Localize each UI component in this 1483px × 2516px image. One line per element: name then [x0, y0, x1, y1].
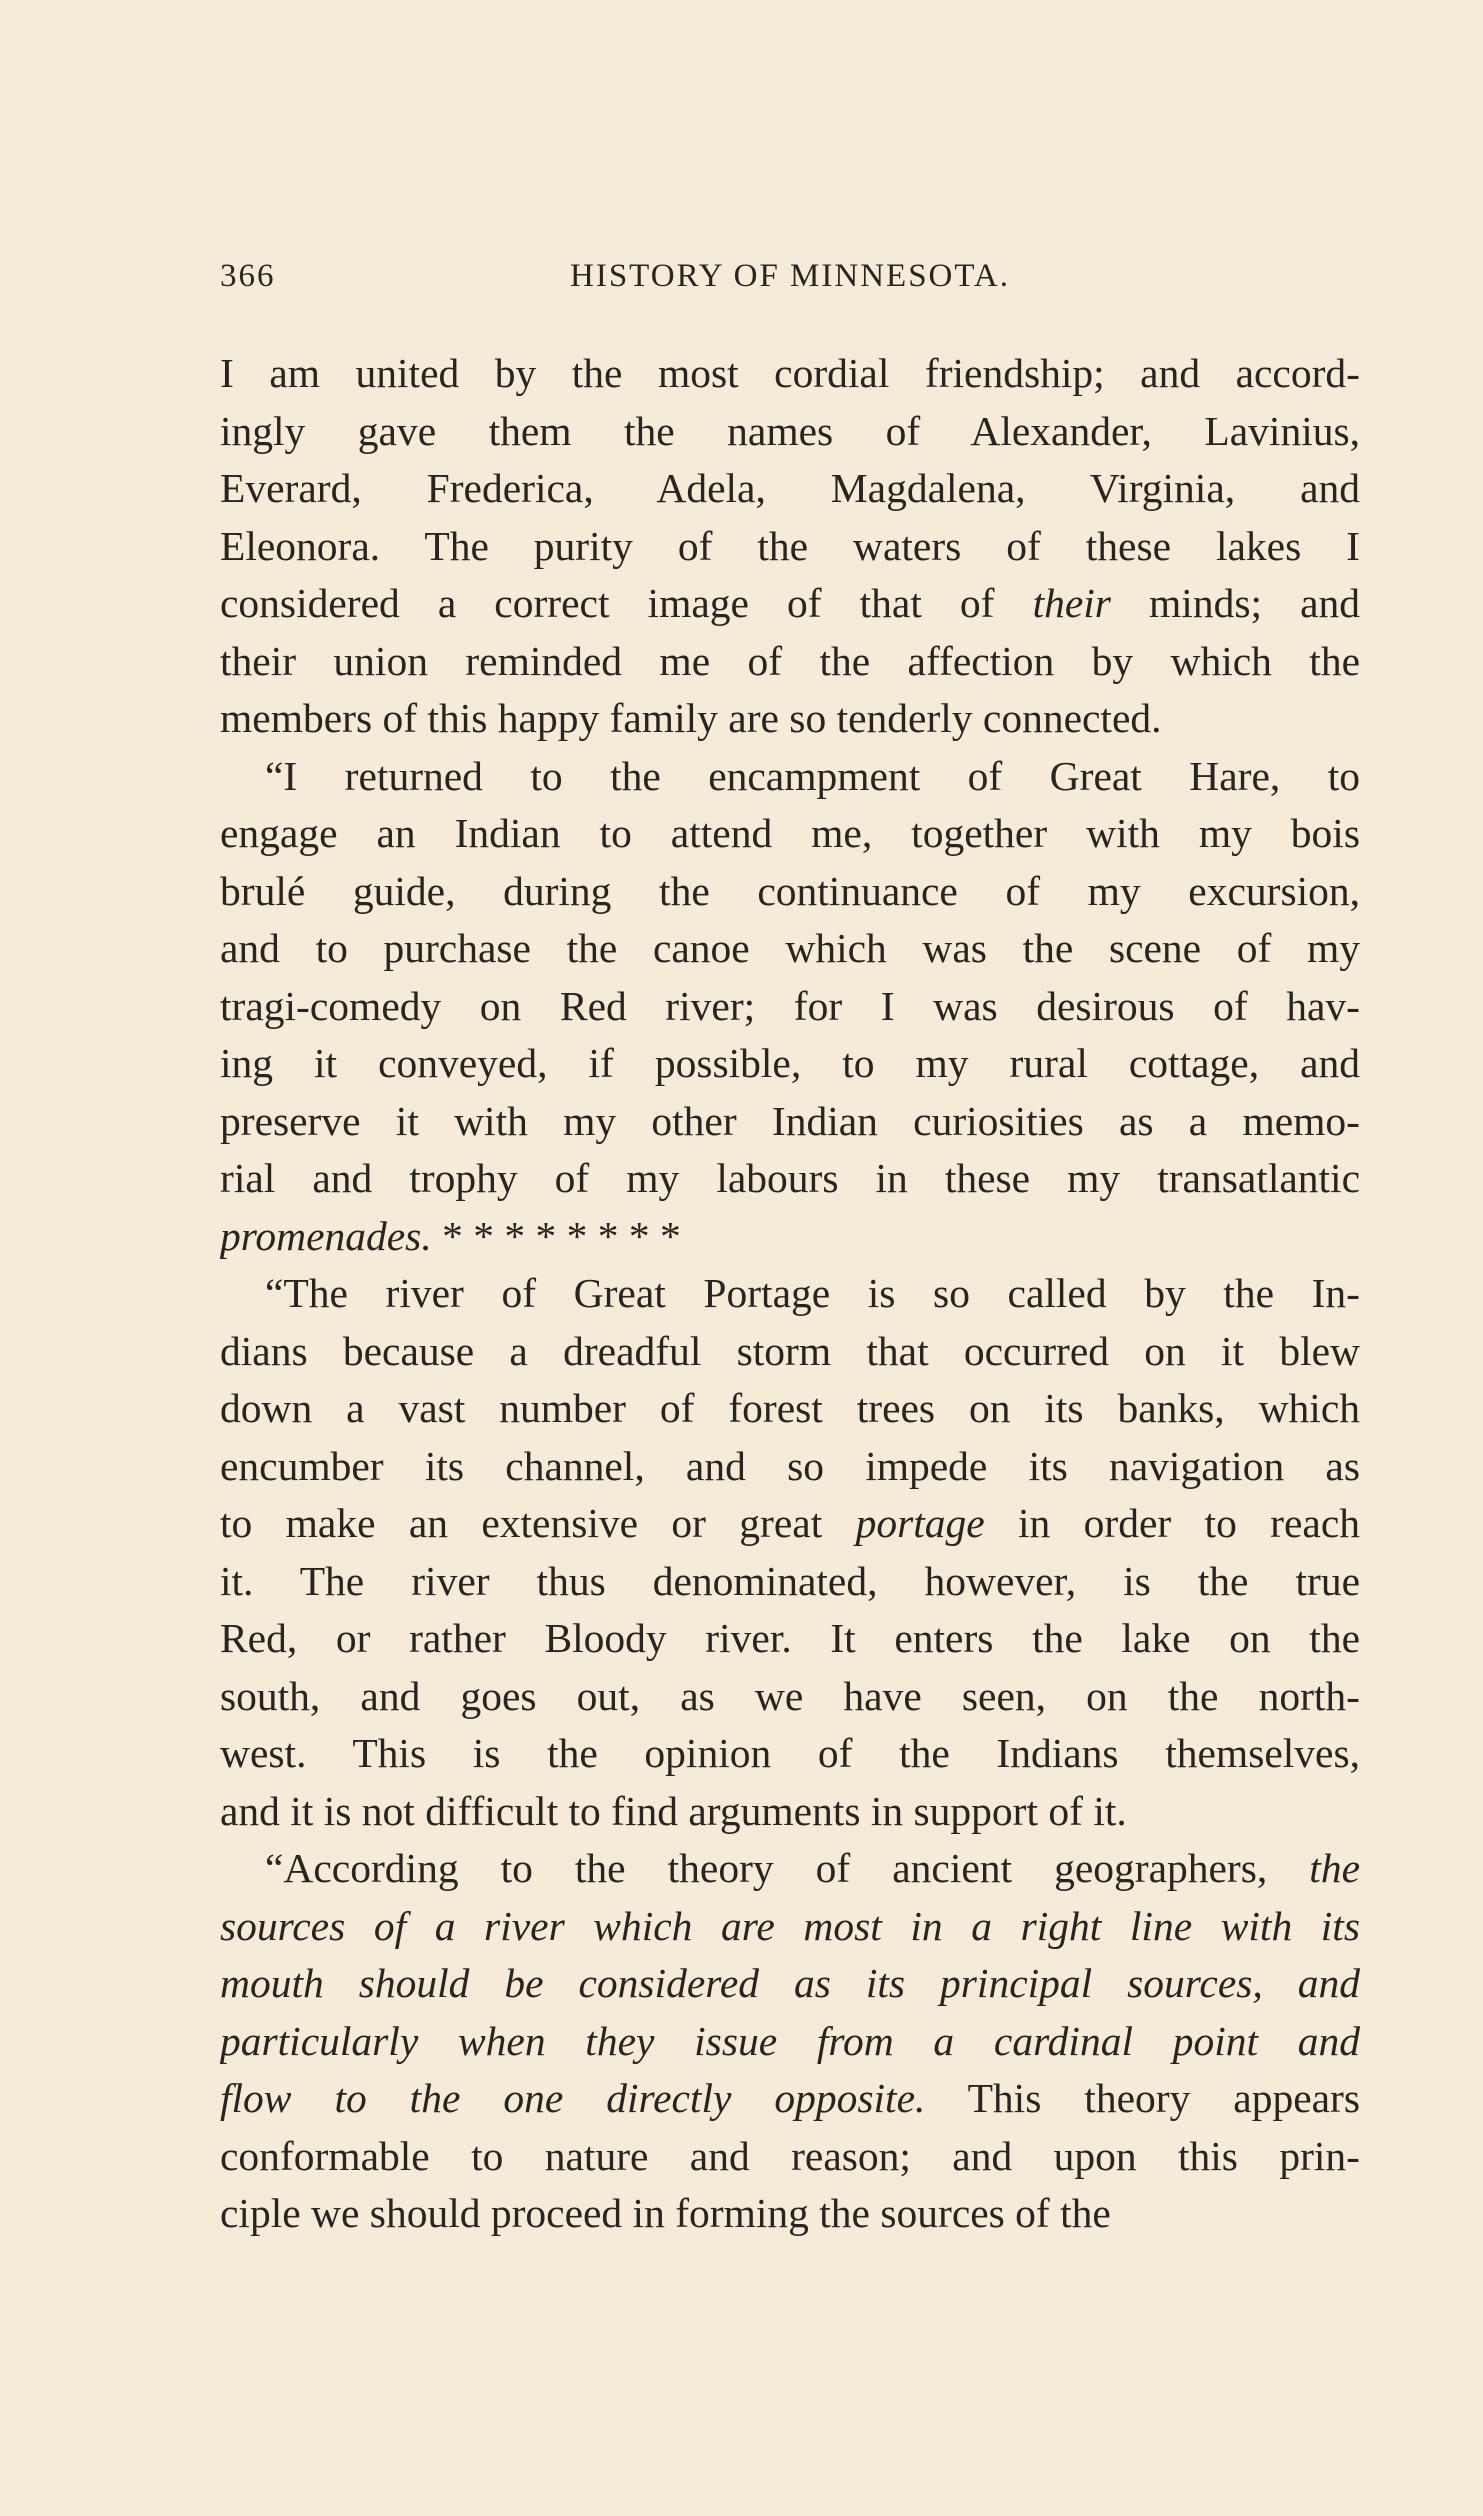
italic-text: particularly when they issue from a cardinal point and [220, 2017, 1360, 2064]
text-line [220, 863, 1360, 921]
text-line [220, 1380, 1360, 1438]
text-segment: to make an extensive or great [220, 1500, 856, 1546]
text-segment: ingly gave them the names of Alexander, Lavinius, [220, 407, 1360, 454]
text-segment: ing it conveyed, if possible, to my rural cottage, and [220, 1040, 1360, 1086]
text-line [220, 1553, 1360, 1611]
italic-text: mouth should be considered as its principal sources, and [220, 1960, 1360, 2006]
text-line [220, 1495, 1360, 1553]
text-segment: their union reminded me of the affection by which the [220, 637, 1360, 684]
text-segment: and it is not difficult to find arguments in support of it. [220, 1787, 1127, 1834]
text-line [220, 805, 1360, 863]
text-line [220, 2013, 1360, 2071]
text-segment: south, and goes out, as we have seen, on the north- [220, 1672, 1360, 1719]
text-line [220, 2070, 1360, 2128]
text-segment: west. This is the opinion of the Indians themselves, [220, 1730, 1360, 1776]
text-segment: engage an Indian to attend me, together with my bois [220, 810, 1360, 856]
text-segment: ciple we should proceed in forming the sources of the [220, 2190, 1111, 2236]
text-line [220, 1955, 1360, 2013]
text-segment: rial and trophy of my labours in these my transatlantic [220, 1155, 1360, 1201]
text-line [220, 1668, 1360, 1726]
italic-text: the [1309, 1845, 1360, 1891]
text-line [220, 690, 1360, 748]
text-line [220, 345, 1360, 403]
page-number: 366 [220, 258, 276, 294]
text-segment: “I returned to the encampment of Great Hare, to [265, 752, 1360, 799]
text-segment: conformable to nature and reason; and upon this prin- [220, 2132, 1360, 2179]
text-segment: dians because a dreadful storm that occurred on it blew [220, 1327, 1360, 1374]
text-line [220, 748, 1360, 806]
text-line [220, 1783, 1360, 1841]
text-line [220, 1438, 1360, 1496]
text-segment: encumber its channel, and so impede its navigation as [220, 1442, 1360, 1489]
text-segment: minds; and [1110, 580, 1360, 626]
text-line [220, 978, 1360, 1036]
text-line [220, 1898, 1360, 1956]
text-line [220, 1208, 1360, 1266]
text-segment: members of this happy family are so tenderly connected. [220, 695, 1162, 741]
text-segment: Eleonora. The purity of the waters of these lakes I [220, 522, 1360, 569]
text-line [220, 460, 1360, 518]
text-line [220, 575, 1360, 633]
text-line [220, 518, 1360, 576]
text-segment: preserve it with my other Indian curiosities as a memo- [220, 1097, 1360, 1144]
text-segment: “According to the theory of ancient geographers, [265, 1845, 1310, 1891]
text-segment: brulé guide, during the continuance of my excursion, [220, 867, 1360, 914]
text-line [220, 2185, 1360, 2243]
text-line [220, 1725, 1360, 1783]
text-line [220, 1323, 1360, 1381]
text-line [220, 2128, 1360, 2186]
italic-text: their [1032, 580, 1111, 626]
text-segment: I am united by the most cordial friendship; and accord- [220, 350, 1360, 396]
text-line [220, 1265, 1360, 1323]
text-segment: and to purchase the canoe which was the scene of my [220, 925, 1360, 971]
italic-text: sources of a river which are most in a right line with its [220, 1902, 1360, 1949]
text-segment: “The river of Great Portage is so called by the In- [265, 1270, 1360, 1316]
text-segment: This theory appears [925, 2075, 1360, 2121]
running-title: HISTORY OF MINNESOTA. [570, 258, 1010, 294]
body-text [220, 345, 1360, 2243]
italic-text: promenades. [220, 1212, 432, 1259]
text-segment: tragi-comedy on Red river; for I was desirous of hav- [220, 982, 1360, 1029]
text-segment: it. The river thus denominated, however, is the true [220, 1557, 1360, 1604]
text-segment: down a vast number of forest trees on its banks, which [220, 1385, 1360, 1431]
text-line [220, 1093, 1360, 1151]
text-segment: considered a correct image of that of [220, 580, 1033, 626]
text-segment: * * * * * * * * [431, 1212, 681, 1259]
text-segment: in order to reach [984, 1500, 1360, 1546]
text-line [220, 1610, 1360, 1668]
page-header [220, 258, 1360, 308]
text-line [220, 633, 1360, 691]
text-line [220, 403, 1360, 461]
italic-text: portage [855, 1500, 985, 1546]
text-line [220, 920, 1360, 978]
text-line [220, 1035, 1360, 1093]
italic-text: flow to the one directly opposite. [220, 2075, 926, 2121]
text-segment: Red, or rather Bloody river. It enters the lake on the [220, 1615, 1360, 1661]
text-segment: Everard, Frederica, Adela, Magdalena, Virginia, and [220, 465, 1360, 511]
text-line [220, 1150, 1360, 1208]
text-line [220, 1840, 1360, 1898]
